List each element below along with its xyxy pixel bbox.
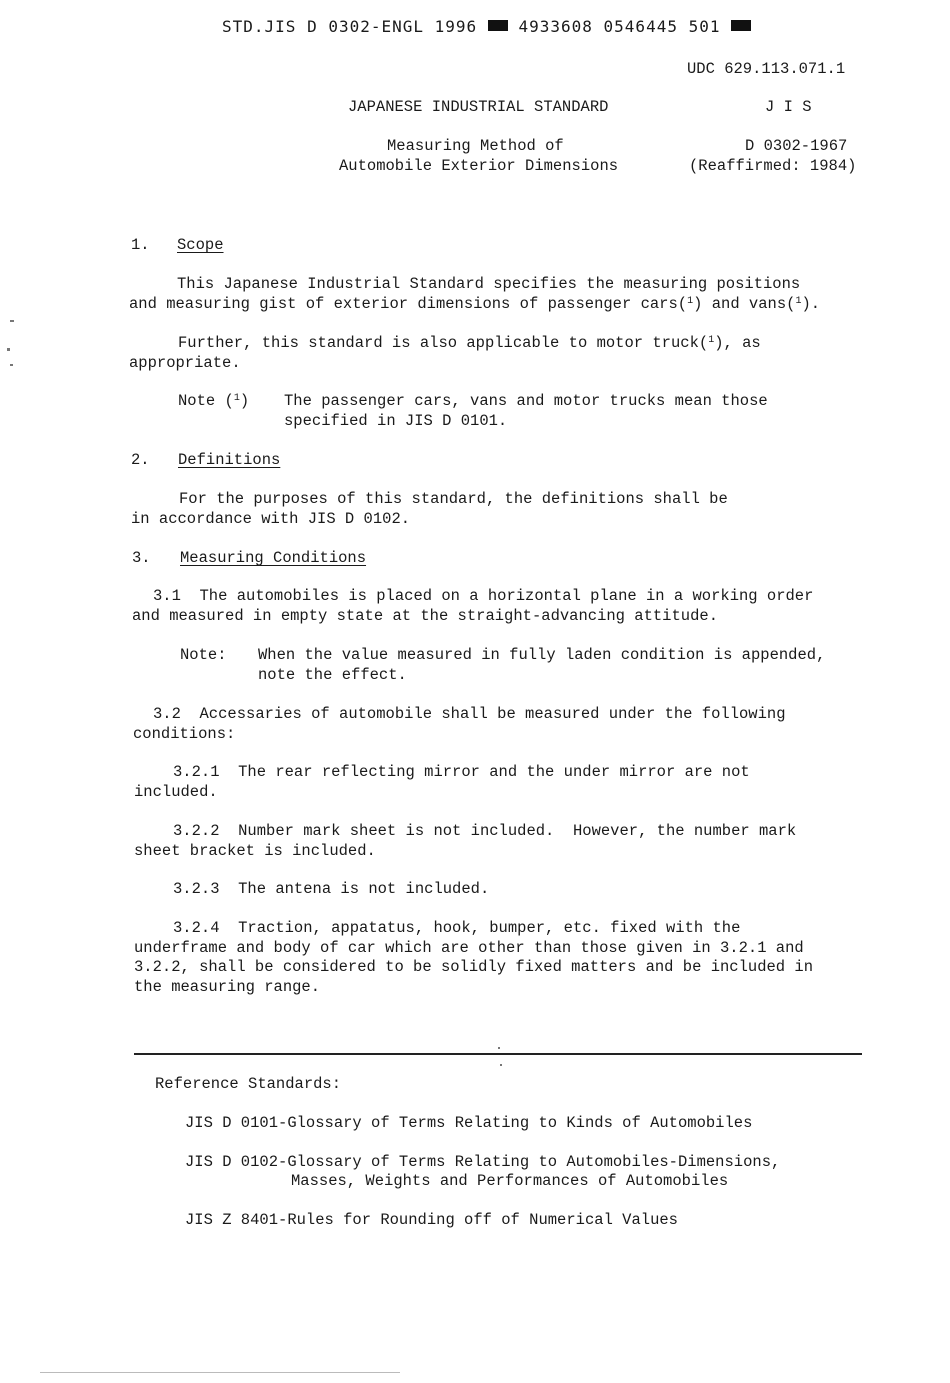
redaction-block: [731, 20, 751, 31]
clause-line: 3.2.4 Traction, appatatus, hook, bumper, etc. fixed with the: [173, 919, 741, 937]
scan-speck: [10, 320, 14, 322]
doc-title-line2: Automobile Exterior Dimensions: [339, 157, 619, 175]
section-number: 1.: [131, 236, 150, 254]
note-text: specified in JIS D 0101.: [284, 412, 508, 430]
clause-line: the measuring range.: [134, 978, 321, 996]
clause-line: 3.2 Accessaries of automobile shall be measured under the following: [153, 705, 786, 723]
section-number: 2.: [131, 451, 150, 469]
doc-number: D 0302-1967: [745, 137, 848, 155]
redaction-block: [488, 20, 508, 31]
paragraph-line: For the purposes of this standard, the definitions shall be: [179, 490, 728, 508]
paragraph-line: This Japanese Industrial Standard specifies the measuring positions: [177, 275, 801, 293]
scan-speck: [40, 1372, 400, 1373]
stamp-prefix: STD.JIS D 0302-ENGL 1996: [222, 17, 478, 36]
doc-title-line1: Measuring Method of: [387, 137, 564, 155]
clause-line: included.: [134, 783, 218, 801]
scan-speck: [7, 348, 10, 351]
clause-line: 3.2.2, shall be considered to be solidly fixed matters and be included in: [134, 958, 814, 976]
clause-line: 3.2.2 Number mark sheet is not included. However, the number mark: [173, 822, 797, 840]
note-text: note the effect.: [258, 666, 407, 684]
footnote-ref: 1: [708, 335, 715, 346]
footnote-ref: 1: [687, 296, 694, 307]
note-label: Note:: [180, 646, 227, 664]
clause-line: sheet bracket is included.: [134, 842, 376, 860]
note-text: The passenger cars, vans and motor trucks mean those: [284, 392, 768, 410]
section-number: 3.: [132, 549, 151, 567]
clause-line: 3.2.1 The rear reflecting mirror and the under mirror are not: [173, 763, 750, 781]
reference-item: JIS D 0101-Glossary of Terms Relating to Kinds of Automobiles: [185, 1114, 753, 1132]
reference-heading: Reference Standards:: [155, 1075, 342, 1093]
paragraph-line: appropriate.: [129, 354, 241, 372]
clause-line: and measured in empty state at the straight-advancing attitude.: [132, 607, 718, 625]
reference-item: JIS D 0102-Glossary of Terms Relating to Automobiles-Dimensions,: [185, 1153, 781, 1171]
org-title: JAPANESE INDUSTRIAL STANDARD: [348, 98, 609, 116]
udc-code: UDC 629.113.071.1: [687, 60, 846, 78]
footnote-ref: 1: [795, 296, 802, 307]
section-heading-measuring-conditions: Measuring Conditions: [180, 549, 367, 567]
note-label: Note ($^1$): [178, 392, 250, 410]
scan-speck: [10, 364, 13, 366]
clause-line: 3.1 The automobiles is placed on a horizontal plane in a working order: [153, 587, 814, 605]
paragraph-line: and measuring gist of exterior dimensions of passenger cars($^1$) and vans($^1$).: [129, 295, 821, 313]
clause-line: 3.2.3 The antena is not included.: [173, 880, 490, 898]
reference-item: JIS Z 8401-Rules for Rounding off of Numerical Values: [185, 1211, 678, 1229]
scan-speck: [500, 1064, 502, 1066]
note-text: When the value measured in fully laden condition is appended,: [258, 646, 826, 664]
scan-speck: [498, 1047, 500, 1049]
jis-label: J I S: [765, 98, 812, 116]
paragraph-line: Further, this standard is also applicable to motor truck($^1$), as: [178, 334, 761, 352]
clause-line: conditions:: [133, 725, 236, 743]
section-heading-scope: Scope: [177, 236, 224, 254]
section-heading-definitions: Definitions: [178, 451, 281, 469]
reference-divider: [134, 1053, 862, 1055]
reference-item: Masses, Weights and Performances of Automobiles: [291, 1172, 729, 1190]
document-stamp: [222, 17, 751, 36]
reaffirmed-date: (Reaffirmed: 1984): [689, 157, 857, 175]
stamp-code: 4933608 0546445 501: [518, 17, 721, 36]
paragraph-line: in accordance with JIS D 0102.: [131, 510, 411, 528]
clause-line: underframe and body of car which are other than those given in 3.2.1 and: [134, 939, 804, 957]
